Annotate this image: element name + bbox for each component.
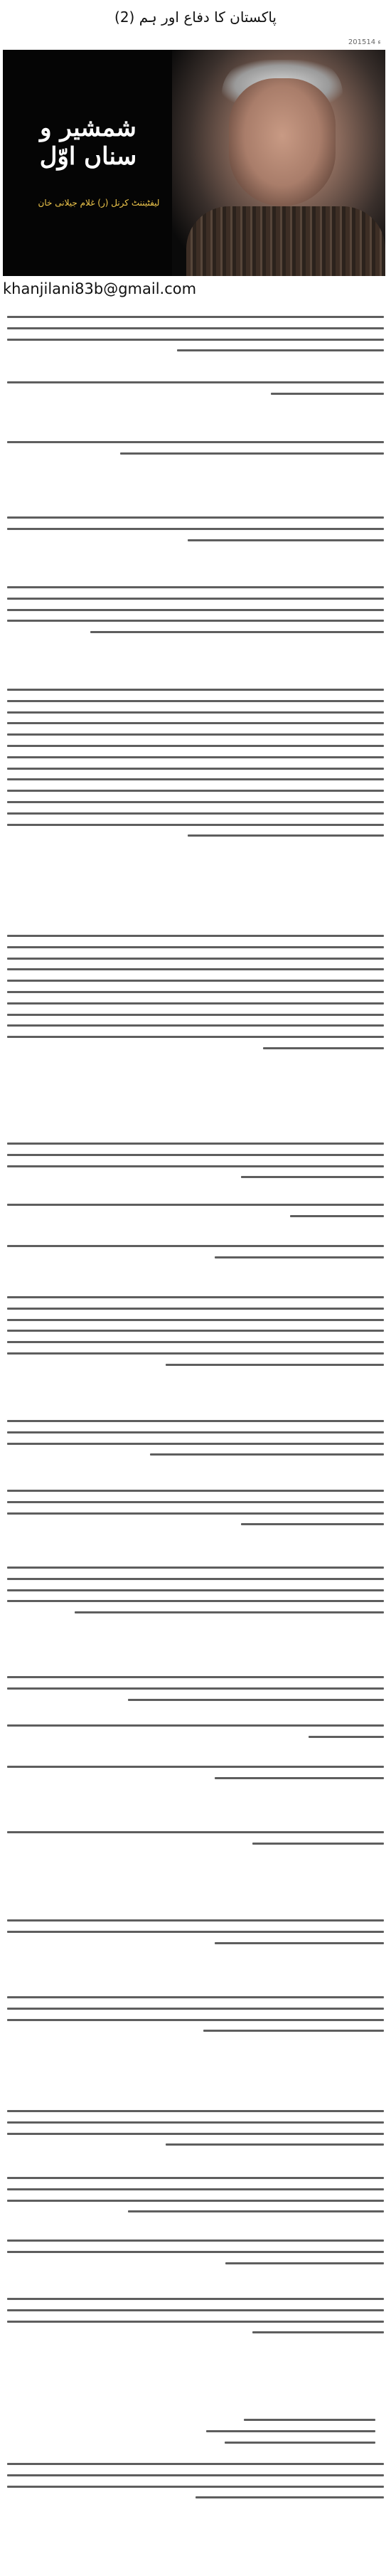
text-line [150,1453,384,1456]
text-line [7,968,384,970]
text-line [7,1919,384,1922]
text-line [7,1676,384,1678]
text-line [7,516,384,519]
article-paragraph [7,1761,384,1784]
text-line [7,812,384,815]
signoff-line [225,2442,375,2444]
article-paragraph [7,312,384,356]
text-line [7,586,384,588]
text-line [7,528,384,530]
article-paragraph [7,2235,384,2269]
text-line [215,1942,385,1944]
article-paragraph [7,1199,384,1222]
text-line [7,1766,384,1768]
article-paragraph [7,2294,384,2338]
text-line [7,1512,384,1515]
text-line [7,2200,384,2202]
text-line [225,2262,384,2264]
text-line [7,958,384,960]
text-line [7,946,384,948]
article-paragraph [7,377,384,400]
text-line [7,1443,384,1445]
signoff-line [244,2419,376,2421]
article-paragraph [7,1992,384,2037]
text-line [7,1431,384,1433]
text-line [7,745,384,747]
text-line [7,700,384,702]
text-line [7,1420,384,1422]
text-line [7,689,384,691]
signoff-line [206,2430,376,2432]
article-body [7,0,384,2576]
text-line [7,2240,384,2242]
text-line [7,2133,384,2135]
text-line [290,1215,385,1217]
article-paragraph [7,931,384,1054]
text-line [128,2210,384,2212]
text-line [7,609,384,611]
text-line [7,790,384,792]
text-line [7,339,384,341]
text-line [7,1589,384,1591]
text-line [7,2298,384,2300]
text-line [7,1245,384,1247]
text-line [241,1523,384,1525]
text-line [7,2008,384,2010]
author-name: لیفٹیننٹ کرنل (ر) غلام جیلانی خان [38,198,160,208]
text-line [7,1154,384,1156]
text-line [7,1296,384,1298]
article-paragraph [7,1672,384,1705]
text-line [7,1352,384,1355]
article-paragraph [7,1915,384,1949]
text-line [271,393,384,395]
text-line [7,1165,384,1167]
article-paragraph [7,1485,384,1530]
text-line [215,1256,385,1258]
text-line [188,539,384,541]
text-line [7,2463,384,2465]
text-line [7,441,384,443]
text-line [7,711,384,714]
article-paragraph [7,582,384,638]
text-line [7,2177,384,2179]
text-line [203,2030,384,2032]
author-email: khanjilani83b@gmail.com [3,280,197,297]
text-line [7,1578,384,1580]
article-paragraph [7,2106,384,2151]
text-line [7,1308,384,1310]
text-line [7,2321,384,2323]
text-line [166,2143,384,2146]
text-line [177,349,385,351]
text-line [7,980,384,982]
text-line [7,2486,384,2488]
text-line [7,1204,384,1206]
article-paragraph [7,437,384,460]
text-line [7,2188,384,2190]
text-line [7,1014,384,1016]
text-line [7,1724,384,1727]
text-line [7,1330,384,1332]
text-line [7,1931,384,1933]
text-line [7,1996,384,1998]
text-line [7,598,384,600]
text-line [309,1736,384,1738]
text-line [7,722,384,724]
text-line [7,1831,384,1833]
text-line [7,1024,384,1027]
text-line [7,1002,384,1005]
text-line [263,1047,384,1049]
article-paragraph [7,1241,384,1263]
text-line [7,801,384,803]
article-date: 2015ء 14 [348,38,381,46]
text-line [7,1687,384,1690]
text-line [7,1501,384,1503]
text-line [7,327,384,329]
text-line [7,1143,384,1145]
text-line [241,1176,384,1178]
text-line [166,1364,384,1366]
article-paragraph [7,1292,384,1371]
text-line [7,1490,384,1492]
article-paragraph [7,684,384,842]
column-name: شمشیر و سناں اوّل [39,114,137,171]
text-line [7,768,384,770]
text-line [7,991,384,993]
text-line [7,2309,384,2311]
text-line [7,778,384,780]
text-line [7,316,384,318]
text-line [7,756,384,758]
text-line [7,1600,384,1602]
text-line [7,1341,384,1343]
article-paragraph [7,1416,384,1461]
article-paragraph [7,1827,384,1850]
article-paragraph [7,1720,384,1743]
text-line [252,1843,385,1845]
text-line [196,2496,384,2498]
article-paragraph [7,512,384,546]
text-line [252,2331,385,2333]
text-line [7,2474,384,2476]
text-line [7,620,384,622]
text-line [215,1777,385,1779]
text-line [128,1699,384,1701]
text-line [120,452,384,455]
text-line [7,2121,384,2124]
text-line [188,834,384,837]
text-line [75,1611,384,1613]
text-line [7,2019,384,2021]
text-line [7,2110,384,2112]
text-line [7,381,384,383]
article-title: پاکستان کا دفاع اور ہم (2) [114,9,277,26]
text-line [90,631,384,633]
article-paragraph [7,2173,384,2217]
text-line [7,733,384,736]
text-line [7,1036,384,1038]
text-line [7,935,384,937]
article-paragraph [7,1562,384,1618]
text-line [7,824,384,826]
text-line [7,2251,384,2253]
text-line [7,1567,384,1569]
article-paragraph [7,1138,384,1183]
article-paragraph [7,2459,384,2503]
text-line [7,1319,384,1321]
